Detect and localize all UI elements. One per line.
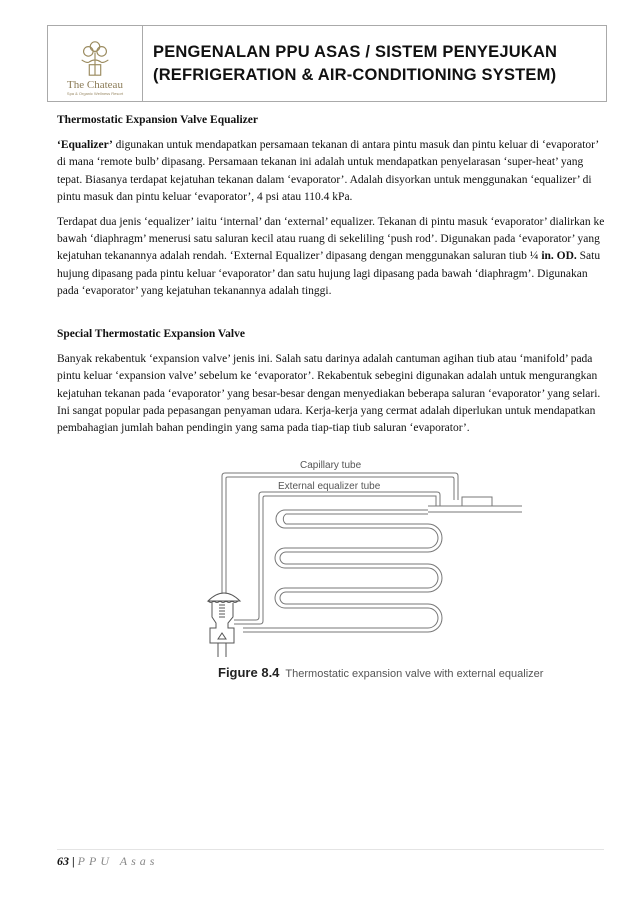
bold-term: in. OD. [541,250,577,263]
paragraph [57,137,607,206]
figure-caption-text: Thermostatic expansion valve with external equalizer [285,668,544,681]
capillary-tube-label: Capillary tube [300,460,362,472]
equalizer-tube-label: External equalizer tube [278,481,381,493]
page-footer [57,849,604,869]
logo-text: The Chateau [67,79,123,91]
suction-line [428,506,522,512]
figure-number: Figure 8.4 [218,665,280,681]
paragraph: Banyak rekabentuk ‘expansion valve’ jenis ini. Salah satu darinya adalah cantuman agihan tiub atau ‘manifold’ pada pintu keluar ‘expansion valve’ sebelum ke ‘evaporator’. Rekabentuk sebegini digunakan adalah untuk mengurangkan kejatuhan tekanan pada ‘evaporator’ yang besar-besar dengan menyediakan beberapa saluran ‘evaporator’ yang selari. Ini sangat popular pada pepasangan penyaman udara. Kerja-kerja yang cermat adalah diperlukan untuk mendapatkan pembahagian jumlah bahan pendingin yang sama pada tiap-tiap tiub saluran ‘evaporator’. [57,353,601,435]
figure [200,455,544,682]
logo-subtext: Spa & Organic Wellness Resort [66,91,124,96]
chateau-tree-icon [75,39,115,79]
paragraph-text: Terdapat dua jenis ‘equalizer’ iaitu ‘internal’ dan ‘external’ equalizer. Tekanan di pintu masuk ‘evaporator’ dialirkan ke bawah ‘diaphragm’ menerusi satu saluran kecil atau ruang di sekeliling ‘push rod’. Digunakan pada ‘evaporator’ yang kejatuhan tekanannya adalah rendah. ‘External Equalizer’ dipasang dengan menggunakan saluran tiub ¼ [57,216,605,263]
paragraph-text: digunakan untuk mendapatkan persamaan tekanan di antara pintu masuk dan pintu keluar di ‘evaporator’ di mana ‘remote bulb’ dipasang. Persamaan tekanan ini adalah untuk mendapatkan penyelarasan ‘super-heat’ yang tepat. Biasanya terdapat kejatuhan tekanan dalam ‘evaporator’. Adalah disyorkan untuk menggunakan ‘equalizer’ di pintu masuk dan pintu keluar ‘evaporator’, 4 psi atau 110.4 kPa. [57,139,599,203]
logo [48,26,143,101]
document-body [57,112,607,682]
section-heading: Special Thermostatic Expansion Valve [57,328,245,341]
bold-term: ‘Equalizer’ [57,139,113,152]
evaporator-coil [243,510,442,632]
remote-bulb [462,497,492,506]
page-number: 63 [57,854,69,868]
figure-caption [218,665,544,682]
expansion-valve-diagram [200,455,540,665]
page-title [143,26,606,101]
footer-separator: | [72,854,75,868]
page-header [47,25,607,102]
title-line-2: (REFRIGERATION & AIR-CONDITIONING SYSTEM) [153,65,557,84]
valve-body [208,593,240,657]
section-heading: Thermostatic Expansion Valve Equalizer [57,114,258,126]
footer-book-title: PPU Asas [77,854,159,868]
paragraph-text: Satu hujung dipasang pada pintu keluar ‘evaporator’ dan satu hujung lagi dipasang pada bawah ‘diaphragm’. Digunakan pada ‘evaporator’ yang kejatuhan tekanannya adalah tinggi. [57,250,601,297]
paragraph [57,214,607,300]
title-line-1: PENGENALAN PPU ASAS / SISTEM PENYEJUKAN [153,42,558,61]
